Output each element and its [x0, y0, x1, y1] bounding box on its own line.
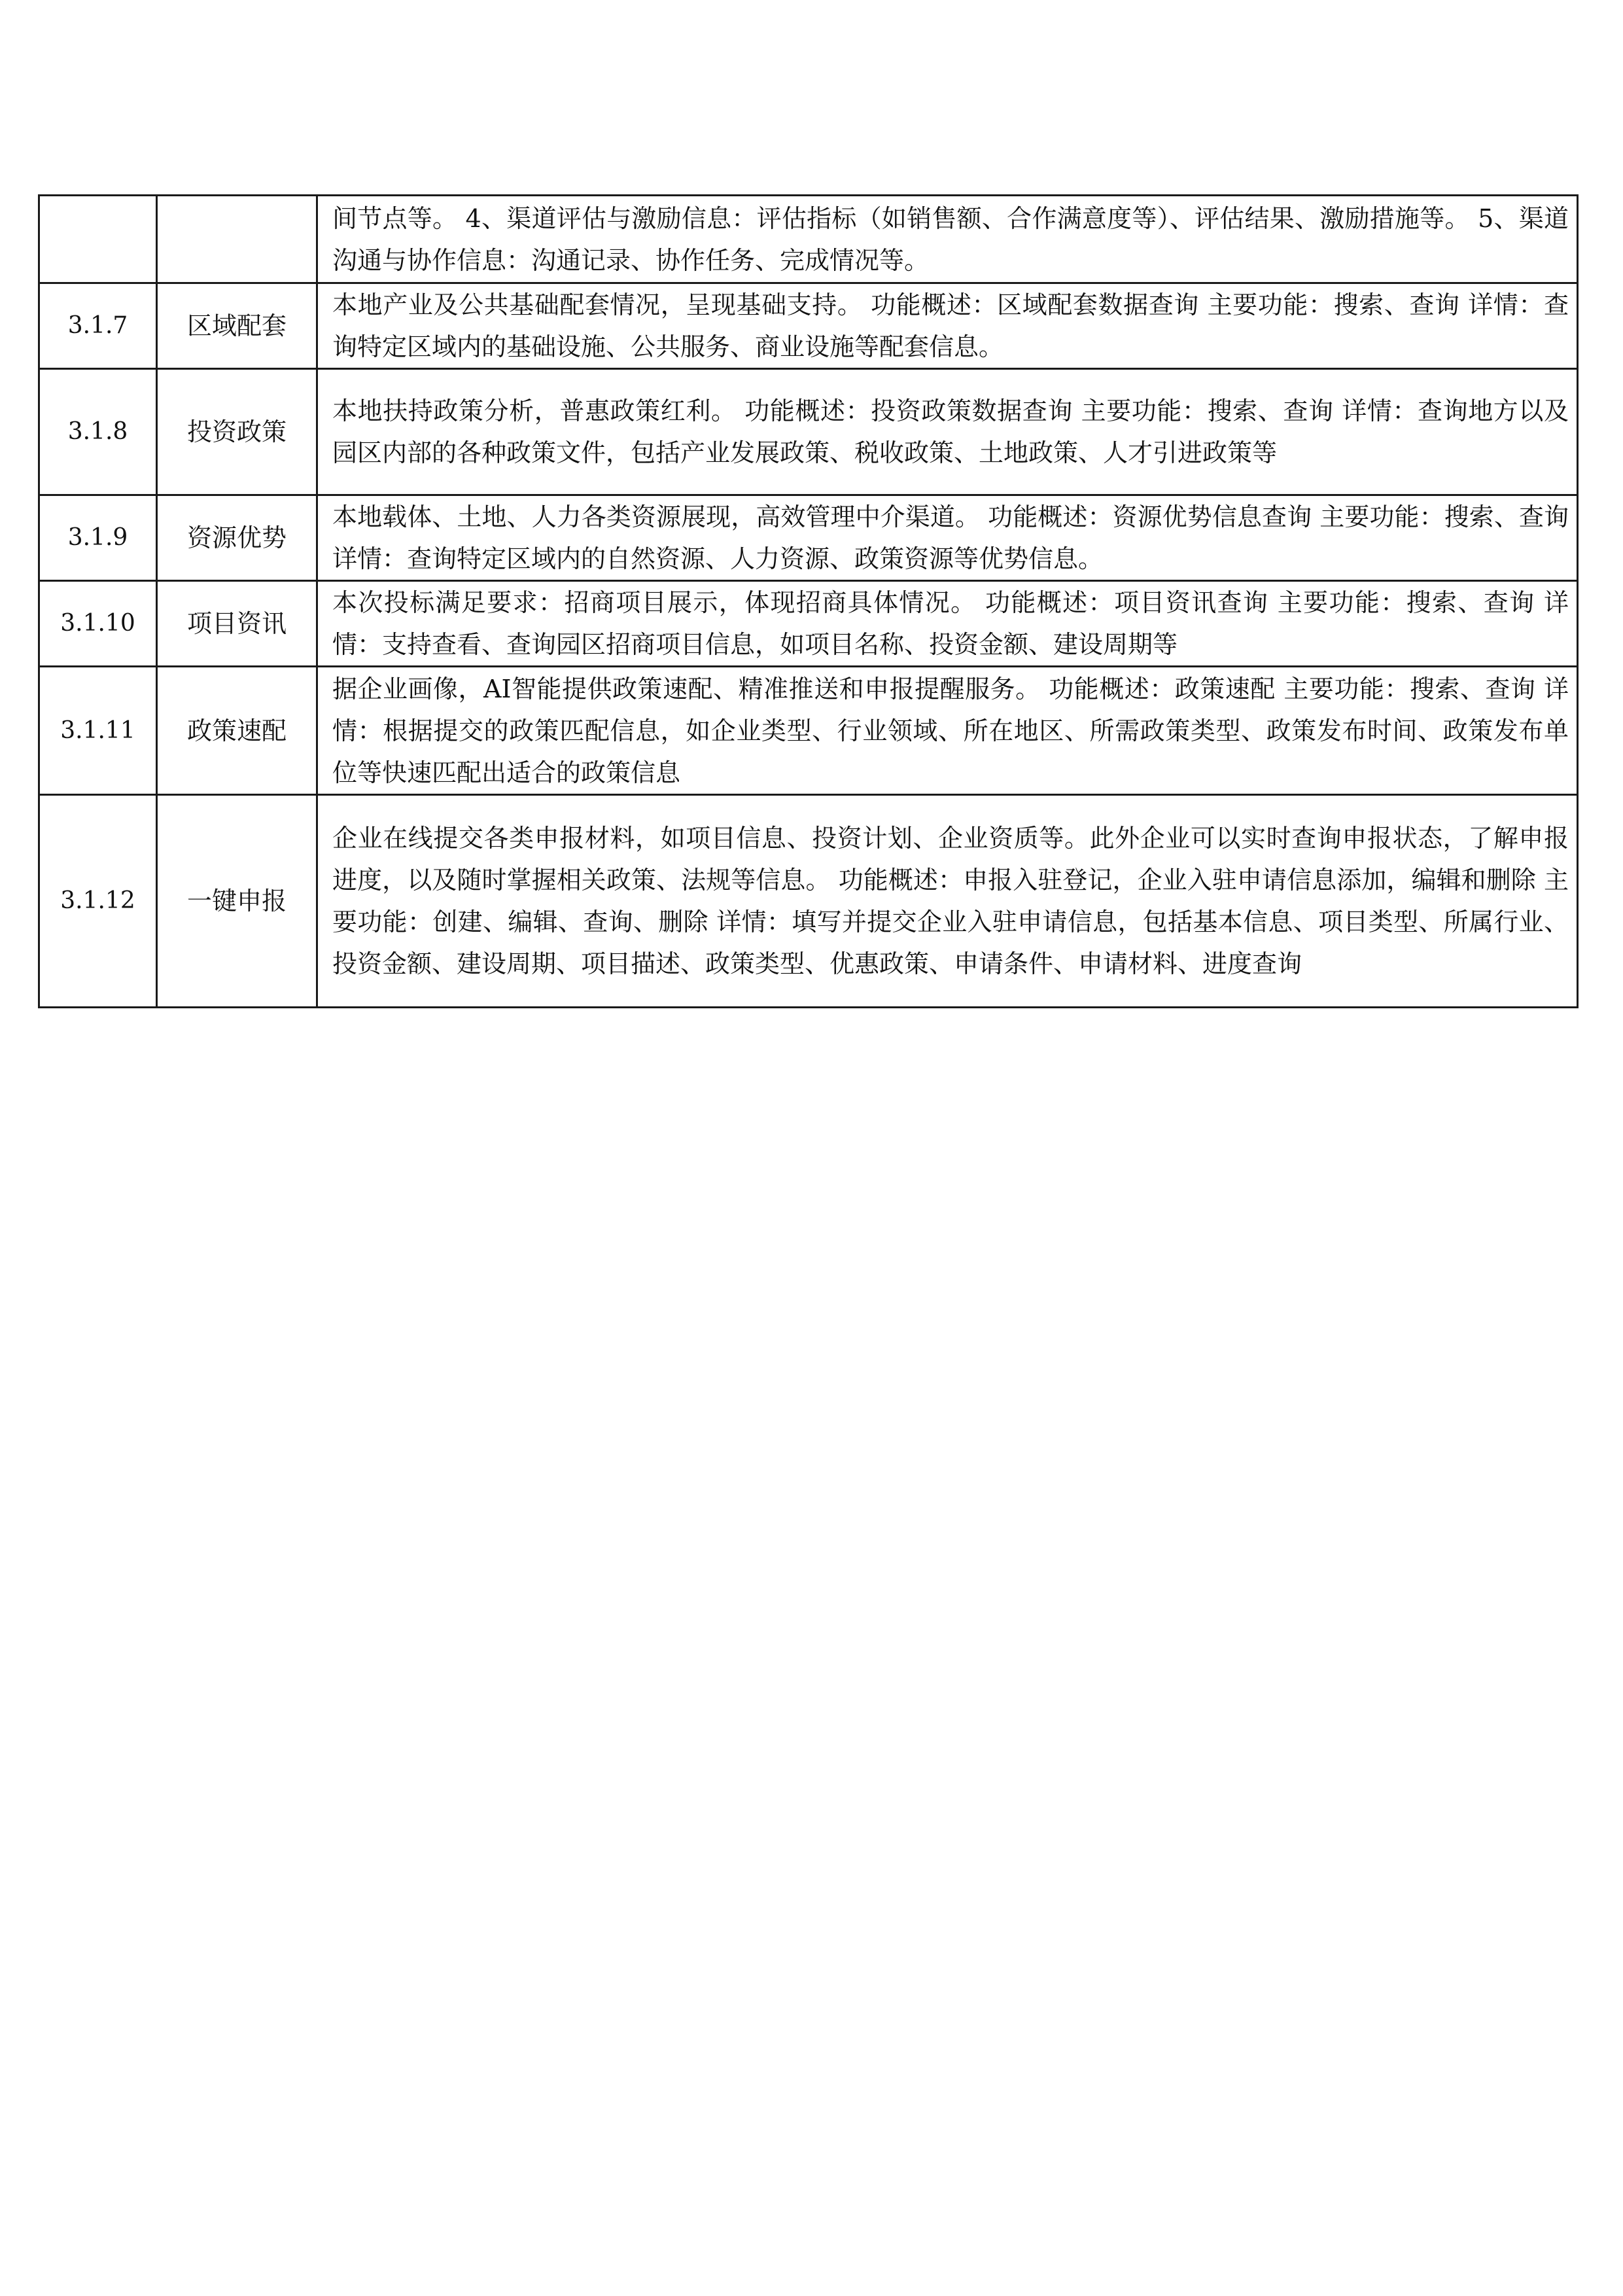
row-module-name [157, 196, 317, 283]
row-number: 3.1.9 [39, 495, 157, 581]
table-row [39, 369, 1578, 495]
row-module-name: 政策速配 [157, 667, 317, 795]
row-number: 3.1.10 [39, 581, 157, 667]
table-row [39, 581, 1578, 667]
row-number: 3.1.7 [39, 283, 157, 369]
requirements-table [38, 194, 1579, 1008]
row-number: 3.1.8 [39, 369, 157, 495]
row-module-name: 区域配套 [157, 283, 317, 369]
row-description: 据企业画像，AI智能提供政策速配、精准推送和申报提醒服务。 功能概述：政策速配 主要功能：搜索、查询 详情：根据提交的政策匹配信息，如企业类型、行业领域、所在地区、所需政策类型、政策发布时间、政策发布单位等快速匹配出适合的政策信息 [317, 667, 1578, 795]
table-row [39, 495, 1578, 581]
row-description: 本次投标满足要求：招商项目展示，体现招商具体情况。 功能概述：项目资讯查询 主要功能：搜索、查询 详情：支持查看、查询园区招商项目信息，如项目名称、投资金额、建设周期等 [317, 581, 1578, 667]
row-description: 企业在线提交各类申报材料，如项目信息、投资计划、企业资质等。此外企业可以实时查询申报状态，了解申报进度，以及随时掌握相关政策、法规等信息。 功能概述：申报入驻登记，企业入驻申请信息添加，编辑和删除 主要功能：创建、编辑、查询、删除 详情：填写并提交企业入驻申请信息，包括基本信息、项目类型、所属行业、投资金额、建设周期、项目描述、政策类型、优惠政策、申请条件、申请材料、进度查询 [317, 795, 1578, 1008]
row-module-name: 资源优势 [157, 495, 317, 581]
row-number [39, 196, 157, 283]
row-description: 本地产业及公共基础配套情况，呈现基础支持。 功能概述：区域配套数据查询 主要功能：搜索、查询 详情：查询特定区域内的基础设施、公共服务、商业设施等配套信息。 [317, 283, 1578, 369]
table-row [39, 196, 1578, 283]
table-row [39, 283, 1578, 369]
row-description: 间节点等。 4、渠道评估与激励信息：评估指标（如销售额、合作满意度等）、评估结果、激励措施等。 5、渠道沟通与协作信息：沟通记录、协作任务、完成情况等。 [317, 196, 1578, 283]
row-number: 3.1.11 [39, 667, 157, 795]
row-module-name: 项目资讯 [157, 581, 317, 667]
row-module-name: 投资政策 [157, 369, 317, 495]
row-module-name: 一键申报 [157, 795, 317, 1008]
row-description: 本地载体、土地、人力各类资源展现，高效管理中介渠道。 功能概述：资源优势信息查询 主要功能：搜索、查询 详情：查询特定区域内的自然资源、人力资源、政策资源等优势信息。 [317, 495, 1578, 581]
row-number: 3.1.12 [39, 795, 157, 1008]
row-description: 本地扶持政策分析，普惠政策红利。 功能概述：投资政策数据查询 主要功能：搜索、查询 详情：查询地方以及园区内部的各种政策文件，包括产业发展政策、税收政策、土地政策、人才引进政策等 [317, 369, 1578, 495]
table-row [39, 795, 1578, 1008]
table-row [39, 667, 1578, 795]
